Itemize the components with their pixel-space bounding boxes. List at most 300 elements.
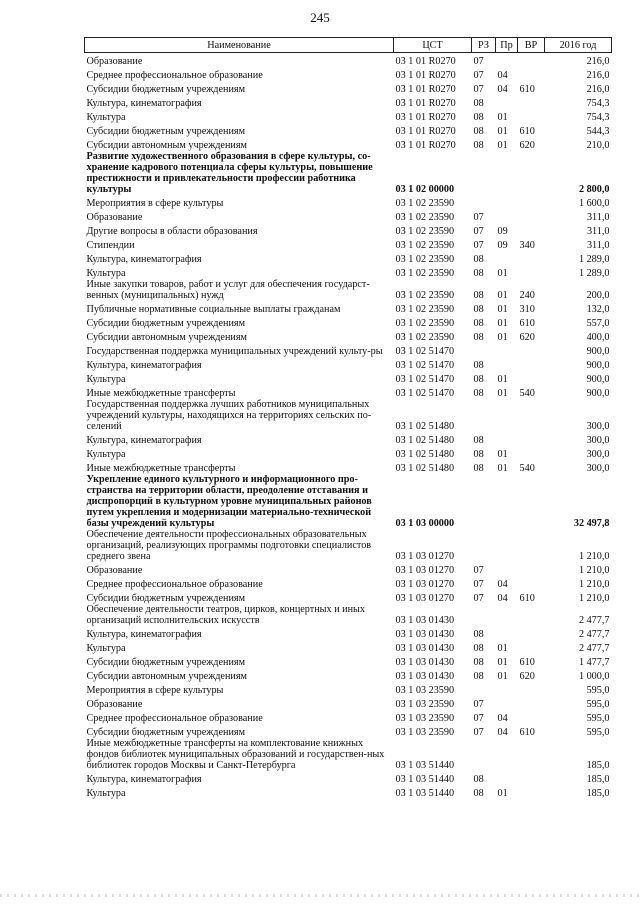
- cell-cst: 03 1 03 01270: [395, 592, 455, 604]
- cell-vr: [518, 195, 545, 209]
- table-row: [85, 81, 612, 95]
- table-row: [85, 529, 612, 562]
- cell-sum: 1 210,0: [578, 578, 610, 590]
- cell-pr: 01: [497, 462, 508, 474]
- cell-cst: 03 1 02 51470: [395, 387, 455, 399]
- table-header: [85, 38, 612, 53]
- cell-rz: 07: [473, 211, 484, 223]
- cell-vr: [518, 626, 545, 640]
- cell-name: Субсидии бюджетным учреждениям: [86, 125, 246, 137]
- cell-sum: 1 289,0: [578, 253, 610, 265]
- cell-pr: [496, 682, 518, 696]
- cell-name: Субсидии автономным учреждениям: [86, 139, 247, 151]
- cell-pr: [496, 343, 518, 357]
- header-cst: ЦСТ: [394, 38, 472, 53]
- cell-name: Среднее профессиональное образование: [86, 712, 263, 724]
- cell-vr: [518, 696, 545, 710]
- cell-vr: [518, 682, 545, 696]
- cell-cst: 03 1 03 01430: [395, 642, 455, 654]
- cell-pr: [496, 357, 518, 371]
- table-row: [85, 562, 612, 576]
- cell-rz: [472, 151, 496, 195]
- scan-artifact-line: [0, 894, 640, 897]
- page-number: 245: [310, 10, 330, 25]
- cell-name: Образование: [86, 55, 143, 67]
- cell-pr: 09: [497, 239, 508, 251]
- cell-sum: 311,0: [586, 239, 610, 251]
- cell-name: Обеспечение деятельности профессиональных образовательных организаций, реализующих программы подготовки специалистов среднего звена: [86, 528, 372, 562]
- cell-pr: 01: [497, 787, 508, 799]
- cell-cst: 03 1 03 00000: [395, 517, 455, 529]
- table-row: [85, 151, 612, 195]
- cell-vr: 610: [519, 726, 535, 738]
- cell-sum: 132,0: [586, 303, 610, 315]
- cell-cst: 03 1 02 23590: [395, 197, 455, 209]
- table-row: [85, 432, 612, 446]
- cell-rz: 08: [473, 373, 484, 385]
- cell-sum: 754,3: [586, 111, 610, 123]
- cell-name: Культура: [86, 111, 126, 123]
- table-row: [85, 209, 612, 223]
- cell-pr: 01: [497, 139, 508, 151]
- cell-rz: 08: [473, 331, 484, 343]
- cell-pr: [496, 474, 518, 529]
- cell-sum: 400,0: [586, 331, 610, 343]
- cell-vr: [518, 265, 545, 279]
- cell-cst: 03 1 01 R0270: [395, 69, 456, 81]
- table-row: [85, 223, 612, 237]
- cell-pr: [496, 562, 518, 576]
- table-row: [85, 696, 612, 710]
- cell-pr: [496, 626, 518, 640]
- cell-name: Иные межбюджетные трансферты на комплектование книжных фондов библиотек муниципальных образований и государствен-ных библиотек городов Москвы и Санкт-Петербурга: [86, 737, 385, 771]
- cell-name: Субсидии бюджетным учреждениям: [86, 83, 246, 95]
- cell-rz: 08: [473, 670, 484, 682]
- table-row: [85, 738, 612, 771]
- cell-name: Стипендии: [86, 239, 135, 251]
- cell-rz: 08: [473, 773, 484, 785]
- cell-cst: 03 1 02 23590: [395, 317, 455, 329]
- table-row: [85, 576, 612, 590]
- cell-vr: [518, 209, 545, 223]
- cell-sum: 544,3: [586, 125, 610, 137]
- table-row: [85, 137, 612, 151]
- cell-sum: 210,0: [586, 139, 610, 151]
- table-row: [85, 668, 612, 682]
- cell-name: Среднее профессиональное образование: [86, 69, 263, 81]
- table-row: [85, 626, 612, 640]
- cell-cst: 03 1 02 51480: [395, 462, 455, 474]
- cell-cst: 03 1 03 23590: [395, 698, 455, 710]
- cell-name: Субсидии автономным учреждениям: [86, 670, 247, 682]
- cell-cst: 03 1 03 01430: [395, 614, 455, 626]
- cell-vr: 610: [519, 656, 535, 668]
- cell-cst: 03 1 02 51480: [395, 448, 455, 460]
- table-row: [85, 710, 612, 724]
- table-row: [85, 785, 612, 799]
- table-row: [85, 251, 612, 265]
- table-row: [85, 590, 612, 604]
- cell-rz: [472, 195, 496, 209]
- cell-cst: 03 1 01 R0270: [395, 55, 456, 67]
- cell-name: Иные межбюджетные трансферты: [86, 462, 236, 474]
- table-row: [85, 654, 612, 668]
- cell-name: Культура, кинематография: [86, 253, 202, 265]
- cell-vr: 540: [519, 462, 535, 474]
- cell-vr: [518, 785, 545, 799]
- cell-cst: 03 1 03 23590: [395, 712, 455, 724]
- cell-vr: [518, 67, 545, 81]
- cell-sum: 300,0: [586, 448, 610, 460]
- cell-name: Иные межбюджетные трансферты: [86, 387, 236, 399]
- cell-sum: 1 210,0: [578, 550, 610, 562]
- cell-pr: 01: [497, 267, 508, 279]
- cell-pr: [496, 53, 518, 67]
- table-row: [85, 67, 612, 81]
- table-row: [85, 237, 612, 251]
- cell-name: Культура, кинематография: [86, 359, 202, 371]
- cell-pr: [496, 251, 518, 265]
- cell-name: Субсидии бюджетным учреждениям: [86, 726, 246, 738]
- cell-vr: [518, 529, 545, 562]
- cell-pr: 01: [497, 289, 508, 301]
- cell-sum: 595,0: [586, 698, 610, 710]
- cell-vr: [518, 474, 545, 529]
- cell-rz: [472, 738, 496, 771]
- cell-cst: 03 1 03 01270: [395, 550, 455, 562]
- cell-pr: 01: [497, 125, 508, 137]
- table-row: [85, 460, 612, 474]
- cell-sum: 557,0: [586, 317, 610, 329]
- cell-vr: [518, 432, 545, 446]
- cell-vr: [518, 399, 545, 432]
- cell-sum: 900,0: [586, 345, 610, 357]
- budget-table: [84, 37, 612, 799]
- cell-pr: 04: [497, 578, 508, 590]
- cell-rz: 08: [473, 448, 484, 460]
- cell-cst: 03 1 03 23590: [395, 684, 455, 696]
- cell-vr: [518, 604, 545, 626]
- cell-rz: [472, 604, 496, 626]
- table-row: [85, 771, 612, 785]
- cell-sum: 595,0: [586, 726, 610, 738]
- cell-cst: 03 1 02 23590: [395, 253, 455, 265]
- cell-vr: 620: [519, 139, 535, 151]
- cell-rz: 08: [473, 387, 484, 399]
- cell-pr: 01: [497, 670, 508, 682]
- cell-pr: [496, 195, 518, 209]
- cell-pr: 01: [497, 656, 508, 668]
- cell-vr: [518, 223, 545, 237]
- cell-vr: [518, 640, 545, 654]
- cell-cst: 03 1 03 01270: [395, 578, 455, 590]
- cell-sum: 185,0: [586, 773, 610, 785]
- cell-sum: 216,0: [586, 69, 610, 81]
- cell-name: Культура: [86, 642, 126, 654]
- cell-name: Образование: [86, 211, 143, 223]
- table-row: [85, 265, 612, 279]
- cell-pr: [496, 432, 518, 446]
- cell-rz: 08: [473, 139, 484, 151]
- cell-rz: 08: [473, 434, 484, 446]
- cell-cst: 03 1 03 51440: [395, 773, 455, 785]
- cell-sum: 1 600,0: [578, 197, 610, 209]
- cell-cst: 03 1 02 23590: [395, 331, 455, 343]
- cell-name: Публичные нормативные социальные выплаты гражданам: [86, 303, 341, 315]
- cell-pr: 01: [497, 373, 508, 385]
- cell-vr: 240: [519, 289, 535, 301]
- cell-pr: 04: [497, 592, 508, 604]
- cell-sum: 185,0: [586, 759, 610, 771]
- cell-vr: 610: [519, 317, 535, 329]
- cell-pr: 01: [497, 642, 508, 654]
- cell-cst: 03 1 01 R0270: [395, 111, 456, 123]
- cell-pr: [496, 209, 518, 223]
- cell-name: Образование: [86, 698, 143, 710]
- cell-rz: 08: [473, 303, 484, 315]
- cell-sum: 311,0: [586, 225, 610, 237]
- cell-cst: 03 1 01 R0270: [395, 139, 456, 151]
- cell-rz: 07: [473, 712, 484, 724]
- cell-vr: [518, 738, 545, 771]
- cell-sum: 1 210,0: [578, 564, 610, 576]
- cell-name: Субсидии бюджетным учреждениям: [86, 656, 246, 668]
- cell-vr: [518, 771, 545, 785]
- cell-rz: 07: [473, 592, 484, 604]
- cell-name: Культура: [86, 787, 126, 799]
- table-row: [85, 329, 612, 343]
- cell-cst: 03 1 02 23590: [395, 239, 455, 251]
- cell-rz: 07: [473, 726, 484, 738]
- cell-cst: 03 1 02 23590: [395, 267, 455, 279]
- table-body: [85, 53, 612, 799]
- table-row: [85, 195, 612, 209]
- table-row: [85, 279, 612, 301]
- cell-cst: 03 1 02 51470: [395, 359, 455, 371]
- cell-pr: 04: [497, 83, 508, 95]
- cell-sum: 595,0: [586, 684, 610, 696]
- cell-vr: [518, 562, 545, 576]
- cell-vr: 610: [519, 125, 535, 137]
- cell-name: Мероприятия в сфере культуры: [86, 684, 224, 696]
- cell-rz: 08: [473, 462, 484, 474]
- cell-pr: [496, 696, 518, 710]
- cell-name: Государственная поддержка лучших работников муниципальных учреждений культуры, находящихся на территориях сельских по-селений: [86, 398, 372, 432]
- cell-rz: 08: [473, 628, 484, 640]
- cell-name: Образование: [86, 564, 143, 576]
- cell-vr: [518, 95, 545, 109]
- cell-sum: 32 497,8: [573, 517, 610, 529]
- cell-vr: [518, 109, 545, 123]
- cell-rz: 08: [473, 267, 484, 279]
- cell-vr: 620: [519, 670, 535, 682]
- cell-vr: [518, 343, 545, 357]
- cell-sum: 185,0: [586, 787, 610, 799]
- cell-pr: [496, 771, 518, 785]
- cell-sum: 300,0: [586, 462, 610, 474]
- cell-name: Обеспечение деятельности театров, цирков, концертных и иных организаций исполнительских искусств: [86, 603, 365, 626]
- cell-name: Государственная поддержка муниципальных учреждений культу-ры: [86, 345, 383, 357]
- cell-rz: 08: [473, 317, 484, 329]
- cell-pr: [496, 399, 518, 432]
- cell-rz: 07: [473, 564, 484, 576]
- table-row: [85, 640, 612, 654]
- cell-pr: 01: [497, 448, 508, 460]
- cell-vr: [518, 357, 545, 371]
- cell-cst: 03 1 03 51440: [395, 759, 455, 771]
- cell-vr: [518, 576, 545, 590]
- table-row: [85, 315, 612, 329]
- cell-rz: 07: [473, 578, 484, 590]
- cell-sum: 1 000,0: [578, 670, 610, 682]
- cell-pr: [496, 151, 518, 195]
- cell-name: Субсидии бюджетным учреждениям: [86, 317, 246, 329]
- cell-vr: [518, 151, 545, 195]
- cell-cst: 03 1 02 51470: [395, 345, 455, 357]
- cell-cst: 03 1 03 01430: [395, 670, 455, 682]
- cell-pr: 04: [497, 712, 508, 724]
- cell-name: Культура, кинематография: [86, 97, 202, 109]
- cell-cst: 03 1 01 R0270: [395, 97, 456, 109]
- table-row: [85, 604, 612, 626]
- cell-sum: 2 477,7: [578, 614, 610, 626]
- cell-vr: [518, 251, 545, 265]
- cell-sum: 300,0: [586, 434, 610, 446]
- table-row: [85, 343, 612, 357]
- cell-cst: 03 1 02 51470: [395, 373, 455, 385]
- cell-pr: [496, 95, 518, 109]
- cell-name: Культура, кинематография: [86, 773, 202, 785]
- cell-rz: 08: [473, 125, 484, 137]
- cell-rz: 07: [473, 55, 484, 67]
- cell-rz: 08: [473, 97, 484, 109]
- cell-rz: [472, 529, 496, 562]
- table-row: [85, 109, 612, 123]
- cell-rz: 08: [473, 253, 484, 265]
- cell-name: Другие вопросы в области образования: [86, 225, 258, 237]
- cell-rz: 07: [473, 698, 484, 710]
- cell-pr: 04: [497, 69, 508, 81]
- cell-name: Культура: [86, 267, 126, 279]
- table-row: [85, 385, 612, 399]
- cell-sum: 2 800,0: [578, 183, 610, 195]
- cell-rz: 08: [473, 642, 484, 654]
- cell-rz: 07: [473, 239, 484, 251]
- cell-vr: 310: [519, 303, 535, 315]
- cell-vr: [518, 53, 545, 67]
- cell-vr: [518, 371, 545, 385]
- cell-cst: 03 1 03 01430: [395, 628, 455, 640]
- cell-cst: 03 1 01 R0270: [395, 83, 456, 95]
- cell-cst: 03 1 02 23590: [395, 289, 455, 301]
- cell-vr: [518, 446, 545, 460]
- cell-sum: 200,0: [586, 289, 610, 301]
- cell-pr: 09: [497, 225, 508, 237]
- table-row: [85, 682, 612, 696]
- cell-cst: 03 1 03 01430: [395, 656, 455, 668]
- cell-vr: 620: [519, 331, 535, 343]
- cell-name: Культура, кинематография: [86, 628, 202, 640]
- cell-sum: 311,0: [586, 211, 610, 223]
- cell-name: Культура, кинематография: [86, 434, 202, 446]
- cell-rz: [472, 474, 496, 529]
- header-pr: Пр: [496, 38, 518, 53]
- cell-sum: 300,0: [586, 420, 610, 432]
- cell-name: Укрепление единого культурного и информационного про-странства на территории области, преодоление отставания и диспропорций в культурном уровне муниципальных районов путем укрепления и модернизации материально-технической базы учреждений культуры: [86, 473, 372, 529]
- cell-cst: 03 1 03 01270: [395, 564, 455, 576]
- header-rz: РЗ: [472, 38, 496, 53]
- cell-sum: 216,0: [586, 55, 610, 67]
- cell-sum: 1 210,0: [578, 592, 610, 604]
- cell-pr: 01: [497, 387, 508, 399]
- cell-vr: 610: [519, 592, 535, 604]
- cell-rz: 08: [473, 656, 484, 668]
- cell-cst: 03 1 02 51480: [395, 420, 455, 432]
- cell-rz: [472, 682, 496, 696]
- header-vr: ВР: [518, 38, 545, 53]
- table-row: [85, 446, 612, 460]
- cell-rz: [472, 399, 496, 432]
- cell-name: Иные закупки товаров, работ и услуг для обеспечения государст-венных (муниципальных) нужд: [86, 278, 370, 301]
- cell-cst: 03 1 02 51480: [395, 434, 455, 446]
- cell-vr: 610: [519, 83, 535, 95]
- cell-name: Культура: [86, 373, 126, 385]
- cell-rz: 07: [473, 83, 484, 95]
- cell-rz: 08: [473, 111, 484, 123]
- cell-cst: 03 1 02 23590: [395, 225, 455, 237]
- cell-cst: 03 1 02 00000: [395, 183, 455, 195]
- cell-pr: [496, 738, 518, 771]
- table-row: [85, 53, 612, 67]
- table-row: [85, 474, 612, 529]
- cell-rz: 08: [473, 289, 484, 301]
- table-row: [85, 371, 612, 385]
- cell-vr: 540: [519, 387, 535, 399]
- cell-name: Среднее профессиональное образование: [86, 578, 263, 590]
- cell-sum: 2 477,7: [578, 628, 610, 640]
- cell-rz: 08: [473, 359, 484, 371]
- cell-rz: 07: [473, 69, 484, 81]
- cell-sum: 900,0: [586, 359, 610, 371]
- table-row: [85, 357, 612, 371]
- cell-cst: 03 1 03 23590: [395, 726, 455, 738]
- cell-name: Мероприятия в сфере культуры: [86, 197, 224, 209]
- cell-name: Субсидии бюджетным учреждениям: [86, 592, 246, 604]
- table-row: [85, 123, 612, 137]
- cell-vr: 340: [519, 239, 535, 251]
- cell-name: Развитие художественного образования в сфере культуры, со-хранение кадрового потенциала сферы культуры, повышение престижности и привлекательности профессии работника культуры: [86, 150, 373, 195]
- cell-sum: 595,0: [586, 712, 610, 724]
- table-row: [85, 724, 612, 738]
- cell-sum: 754,3: [586, 97, 610, 109]
- cell-pr: 01: [497, 331, 508, 343]
- cell-pr: 01: [497, 317, 508, 329]
- header-year: 2016 год: [545, 38, 612, 53]
- table-row: [85, 301, 612, 315]
- cell-pr: 01: [497, 111, 508, 123]
- cell-name: Культура: [86, 448, 126, 460]
- table-row: [85, 399, 612, 432]
- cell-cst: 03 1 01 R0270: [395, 125, 456, 137]
- cell-sum: 2 477,7: [578, 642, 610, 654]
- cell-pr: [496, 604, 518, 626]
- cell-sum: 216,0: [586, 83, 610, 95]
- cell-sum: 900,0: [586, 373, 610, 385]
- cell-pr: 04: [497, 726, 508, 738]
- header-name: Наименование: [85, 38, 394, 53]
- cell-rz: 08: [473, 787, 484, 799]
- cell-pr: 01: [497, 303, 508, 315]
